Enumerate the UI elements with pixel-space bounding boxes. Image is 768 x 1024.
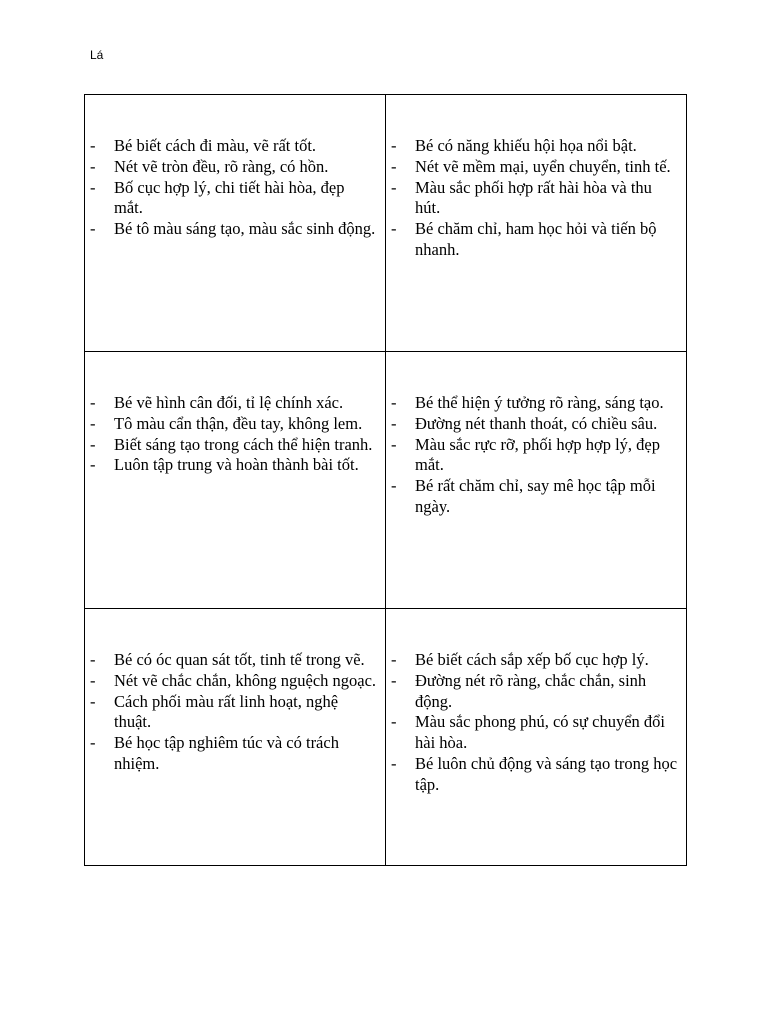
- list-dash: -: [90, 177, 96, 197]
- list-item-text: Bé thể hiện ý tưởng rõ ràng, sáng tạo.: [415, 393, 664, 412]
- list-item-text: Bé luôn chủ động và sáng tạo trong học tập.: [415, 753, 678, 794]
- header-label: Lá: [90, 48, 104, 62]
- list-dash: -: [90, 219, 96, 239]
- list-item-text: Nét vẽ mềm mại, uyển chuyển, tinh tế.: [415, 156, 671, 176]
- list-item-text: Bé vẽ hình cân đối, tỉ lệ chính xác.: [114, 393, 344, 412]
- list-item: [386, 712, 678, 754]
- list-item: [85, 157, 377, 178]
- comment-card: [85, 95, 386, 352]
- list-item: [85, 650, 377, 671]
- list-item-text: Tô màu cẩn thận, đều tay, không lem.: [114, 413, 363, 433]
- list-item-text: Đường nét thanh thoát, có chiều sâu.: [415, 413, 658, 433]
- list-dash: -: [391, 670, 397, 690]
- list-item: [386, 157, 678, 178]
- comment-list: [386, 393, 686, 518]
- list-item-text: Bé chăm chỉ, ham học hỏi và tiến bộ nhanh.: [415, 219, 657, 259]
- comment-list: [85, 393, 385, 476]
- list-item-text: Luôn tập trung và hoàn thành bài tốt.: [114, 455, 359, 475]
- list-item: [386, 650, 678, 671]
- list-dash: -: [391, 156, 397, 176]
- list-item: [386, 178, 678, 220]
- list-dash: -: [391, 393, 397, 412]
- list-dash: -: [391, 476, 397, 496]
- comment-list: [85, 650, 385, 775]
- list-item: [386, 754, 678, 796]
- list-item: [386, 136, 678, 157]
- list-dash: -: [391, 650, 397, 669]
- list-dash: -: [391, 219, 397, 239]
- list-dash: -: [90, 156, 96, 176]
- comment-card: [386, 609, 687, 866]
- list-dash: -: [391, 177, 397, 197]
- comments-table: [84, 94, 687, 866]
- list-item-text: Nét vẽ tròn đều, rõ ràng, có hồn.: [114, 156, 329, 176]
- comment-card: [386, 352, 687, 609]
- list-item: [85, 455, 377, 476]
- list-item-text: Màu sắc rực rỡ, phối hợp hợp lý, đẹp mắt.: [415, 434, 660, 475]
- list-item: [85, 136, 377, 157]
- list-item: [386, 671, 678, 713]
- list-item: [386, 435, 678, 477]
- list-item: [85, 414, 377, 435]
- list-dash: -: [90, 650, 96, 669]
- list-item: [85, 692, 377, 734]
- list-item: [85, 671, 377, 692]
- list-dash: -: [391, 413, 397, 433]
- list-dash: -: [391, 136, 397, 155]
- list-item-text: Nét vẽ chắc chắn, không nguệch ngoạc.: [114, 670, 377, 690]
- list-dash: -: [391, 712, 397, 732]
- list-item-text: Cách phối màu rất linh hoạt, nghệ thuật.: [114, 691, 339, 732]
- list-item: [85, 733, 377, 775]
- comment-list: [386, 136, 686, 261]
- list-dash: -: [391, 753, 397, 773]
- comment-card: [85, 609, 386, 866]
- comment-list: [386, 650, 686, 796]
- list-item-text: Biết sáng tạo trong cách thể hiện tranh.: [114, 434, 373, 454]
- list-item: [85, 435, 377, 456]
- table-row: [85, 95, 687, 352]
- list-dash: -: [90, 733, 96, 753]
- list-item-text: Bé có óc quan sát tốt, tinh tế trong vẽ.: [114, 650, 365, 669]
- list-item: [386, 414, 678, 435]
- list-item: [85, 219, 377, 240]
- list-item-text: Đường nét rõ ràng, chắc chắn, sinh động.: [415, 670, 647, 711]
- list-item: [386, 476, 678, 518]
- list-dash: -: [90, 393, 96, 412]
- list-item: [386, 393, 678, 414]
- list-dash: -: [391, 434, 397, 454]
- list-item-text: Bé tô màu sáng tạo, màu sắc sinh động.: [114, 219, 376, 239]
- comment-card: [85, 352, 386, 609]
- list-item: [386, 219, 678, 261]
- list-dash: -: [90, 691, 96, 711]
- list-dash: -: [90, 670, 96, 690]
- list-dash: -: [90, 434, 96, 454]
- comment-list: [85, 136, 385, 240]
- table-row: [85, 352, 687, 609]
- list-item: [85, 178, 377, 220]
- comment-card: [386, 95, 687, 352]
- list-dash: -: [90, 136, 96, 155]
- list-item-text: Bé biết cách đi màu, vẽ rất tốt.: [114, 136, 317, 155]
- list-dash: -: [90, 413, 96, 433]
- list-item-text: Bé học tập nghiêm túc và có trách nhiệm.: [114, 733, 339, 773]
- list-item-text: Bé rất chăm chỉ, say mê học tập mỗi ngày.: [415, 476, 656, 516]
- table-row: [85, 609, 687, 866]
- list-item-text: Bé biết cách sắp xếp bố cục hợp lý.: [415, 650, 649, 669]
- list-item-text: Bố cục hợp lý, chi tiết hài hòa, đẹp mắt.: [114, 177, 345, 218]
- list-item: [85, 393, 377, 414]
- list-item-text: Bé có năng khiếu hội họa nổi bật.: [415, 136, 637, 155]
- list-dash: -: [90, 455, 96, 475]
- list-item-text: Màu sắc phong phú, có sự chuyển đổi hài hòa.: [415, 712, 665, 753]
- list-item-text: Màu sắc phối hợp rất hài hòa và thu hút.: [415, 177, 652, 218]
